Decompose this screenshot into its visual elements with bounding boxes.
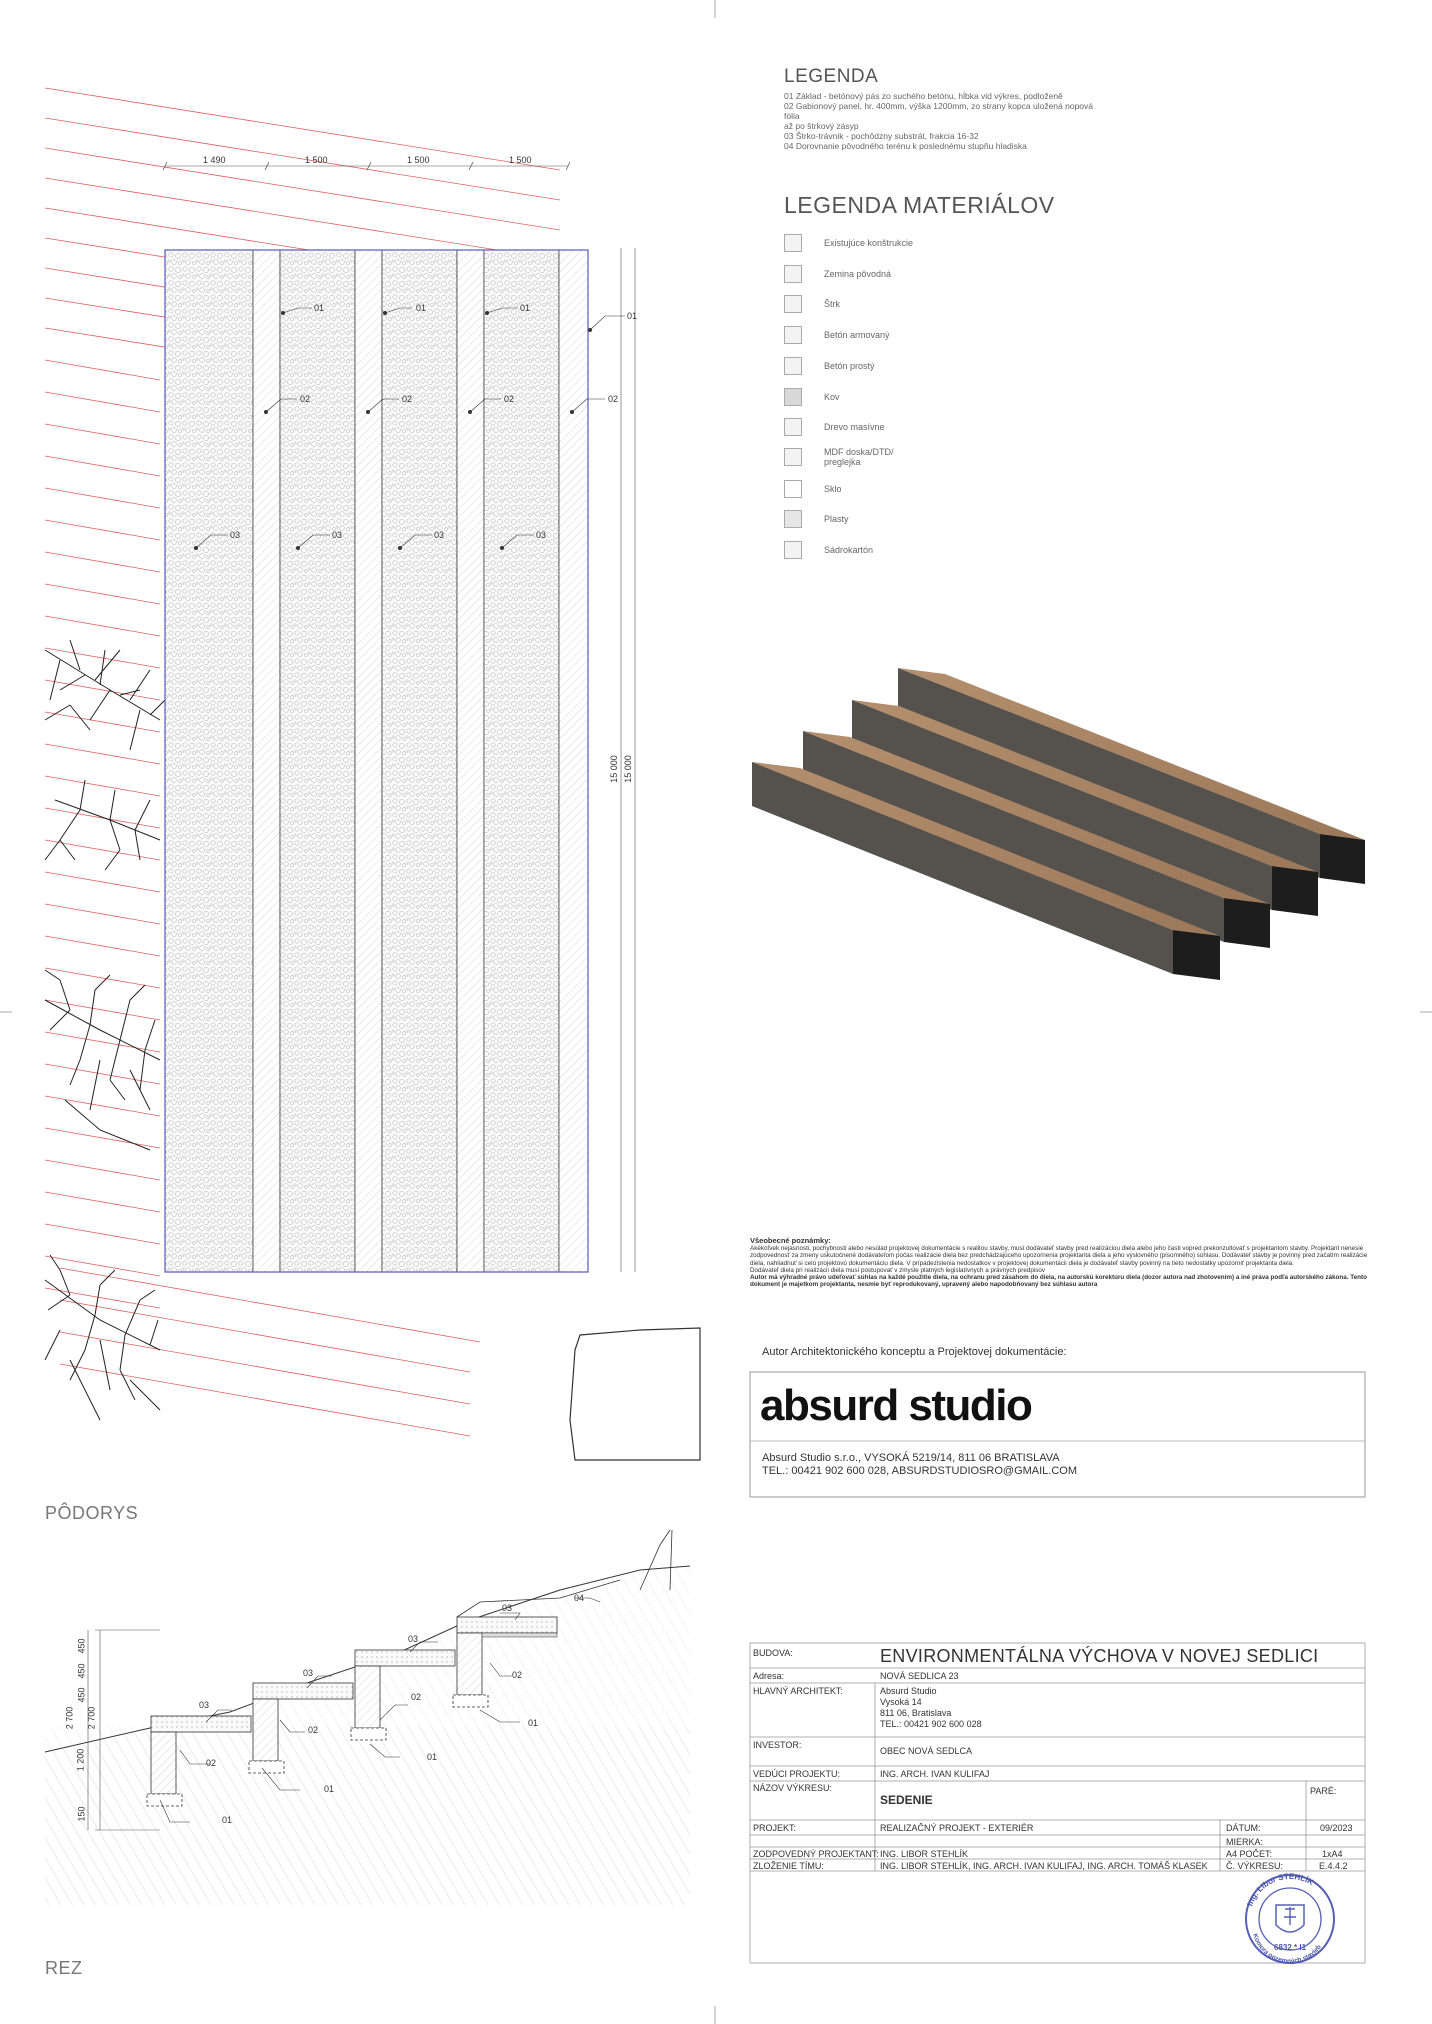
tb-tim: ING. LIBOR STEHLÍK, ING. ARCH. IVAN KULIFAJ, ING. ARCH. TOMÁŠ KLASEK xyxy=(880,1861,1208,1871)
notes-body: Akékoľvek nejasnosti, pochybnosti alebo nesúlad projektovej dokumentácie s realitou stavby, musí dodávateľ stavby pred realizáciou diela alebo jeho časti vopred prekonzultovať s projektantom stavby. Projektant nenesie zodpovednosť za zmeny uskutočnené dodávateľom počas realizácie diela bez predchádzajúceho upozornenia projektanta diela a jeho výslovného (písomného) súhlasu. Dodávateľ stavby je povinný pred začatím realizácie diela, nahliadnuť si celú projektovú dokumentáciu diela. V prípadezistenia nedostatkov v projektovej dokumentácii diela je dodávateľ stavby povinný na tieto nedostatky upozorniť projektanta diela. xyxy=(750,1245,1368,1267)
tb-arch-label: HLAVNÝ ARCHITEKT: xyxy=(753,1686,843,1696)
material-label: Drevo masívne xyxy=(824,422,885,432)
plan-tag-03: 03 xyxy=(230,530,241,540)
dim-side-2: 15 000 xyxy=(622,755,633,783)
stamp-seal xyxy=(1246,1875,1334,1966)
material-swatch xyxy=(784,357,802,375)
section-tag-03: 03 xyxy=(303,1668,314,1678)
rock-outline xyxy=(570,1328,700,1460)
dim-top-2: 1 500 xyxy=(305,155,328,165)
material-row xyxy=(784,264,914,284)
material-swatch xyxy=(784,326,802,344)
tb-adresa: NOVÁ SEDLICA 23 xyxy=(880,1671,959,1681)
tb-budova-label: BUDOVA: xyxy=(753,1648,793,1658)
section-tag-02: 02 xyxy=(411,1692,422,1702)
material-row xyxy=(784,387,914,407)
section-tag-04: 04 xyxy=(574,1593,585,1603)
material-swatch xyxy=(784,541,802,559)
section-dim-450: 450 xyxy=(76,1687,87,1703)
material-label: Betón armovaný xyxy=(824,330,890,340)
notes-title: Všeobecné poznámky: xyxy=(750,1236,831,1245)
material-label: Existujúce konštrukcie xyxy=(824,238,914,248)
dim-top-1: 1 490 xyxy=(203,155,226,165)
section-dim-1200: 1 200 xyxy=(75,1748,86,1772)
material-swatch xyxy=(784,234,802,252)
legend-item-04: 04 Dorovnanie pôvodného terénu k poslednému stupňu hladiska xyxy=(784,141,1027,151)
dim-top-3: 1 500 xyxy=(407,155,430,165)
section-dim-450: 450 xyxy=(76,1638,87,1654)
material-swatch xyxy=(784,295,802,313)
section-tag-01: 01 xyxy=(222,1815,233,1825)
section-tag-01: 01 xyxy=(528,1718,539,1728)
legend-item-03: 03 Štrko-trávnik - pochôdzny substrát, frakcia 16-32 xyxy=(784,131,979,141)
tb-cislo: E.4.4.2 xyxy=(1319,1861,1348,1871)
section-dim-150: 150 xyxy=(76,1806,87,1822)
section-dim-450: 450 xyxy=(76,1663,87,1679)
material-label: Sádrokartón xyxy=(824,545,874,555)
legend-title: LEGENDA xyxy=(784,66,879,87)
tb-veduci-label: VEDÚCI PROJEKTU: xyxy=(753,1769,841,1779)
tb-datum: 09/2023 xyxy=(1320,1823,1353,1833)
materials-title: LEGENDA MATERIÁLOV xyxy=(784,192,1055,218)
material-row xyxy=(784,233,914,253)
tb-investor-label: INVESTOR: xyxy=(753,1740,802,1750)
material-swatch xyxy=(784,265,802,283)
tb-nazov-label: NÁZOV VÝKRESU: xyxy=(753,1783,833,1793)
section-drawing xyxy=(45,1530,690,1905)
section-tag-02: 02 xyxy=(206,1758,217,1768)
section-dim-2700: 2 700 xyxy=(64,1706,75,1730)
tree-symbols xyxy=(45,640,165,1420)
tb-investor: OBEC NOVÁ SEDLCA xyxy=(880,1746,973,1756)
plan-label: PÔDORYS xyxy=(45,1503,139,1523)
tb-tim-label: ZLOŽENIE TÍMU: xyxy=(753,1861,824,1871)
section-tag-03: 03 xyxy=(199,1700,210,1710)
studio-logo: absurd studio xyxy=(760,1381,1032,1430)
author-contact: TEL.: 00421 902 600 028, ABSURDSTUDIOSRO@GMAIL.COM xyxy=(762,1465,1078,1477)
section-tag-01: 01 xyxy=(324,1784,335,1794)
author-address: Absurd Studio s.r.o., VYSOKÁ 5219/14, 811 06 BRATISLAVA xyxy=(762,1452,1060,1464)
author-caption: Autor Architektonického konceptu a Projektovej dokumentácie: xyxy=(762,1346,1067,1358)
isometric-view xyxy=(752,668,1365,980)
plan-tag-01: 01 xyxy=(314,303,325,313)
legend-item-02b: až po štrkový zásyp xyxy=(784,121,859,131)
plan-tag-03: 03 xyxy=(536,530,547,540)
tb-sheet-name: SEDENIE xyxy=(880,1793,933,1807)
material-swatch xyxy=(784,510,802,528)
material-row xyxy=(784,540,914,560)
plan-tag-02: 02 xyxy=(300,394,311,404)
section-tag-02: 02 xyxy=(308,1725,319,1735)
tb-arch-3: 811 06, Bratislava xyxy=(880,1708,952,1718)
material-swatch xyxy=(784,448,802,466)
stamp-top-text: Ing. Libor STEHLÍK xyxy=(1245,1871,1316,1908)
section-tag-03: 03 xyxy=(502,1603,513,1613)
plan-tag-02: 02 xyxy=(608,394,619,404)
section-dim-2700: 2 700 xyxy=(86,1706,97,1730)
tb-arch-4: TEL.: 00421 902 600 028 xyxy=(880,1719,982,1729)
material-label: Betón prostý xyxy=(824,361,875,371)
tb-a4-label: A4 POČET: xyxy=(1226,1849,1273,1859)
plan-tag-02: 02 xyxy=(504,394,515,404)
tb-cislo-label: Č. VÝKRESU: xyxy=(1226,1861,1284,1871)
stamp-bottom-text: Komora pozemných stavieb xyxy=(1251,1932,1323,1966)
material-label: Sklo xyxy=(824,484,842,494)
tb-pare-label: PARÉ: xyxy=(1310,1786,1337,1796)
tb-projekt-label: PROJEKT: xyxy=(753,1823,797,1833)
material-row xyxy=(784,325,914,345)
material-swatch xyxy=(784,418,802,436)
legend-item-01: 01 Základ - betónový pás zo suchého betónu, hĺbka vid výkres, podloženě xyxy=(784,91,1063,101)
notes-copyright: Autor má výhradné právo udeľovať súhlas na každé použitie diela, na ochranu pred zásahom do diela, na autorskú korektúru diela (dozor autora nad zhotovením) a iné práva podľa autorského zákona. Tento dokument je majetkom projektanta, nesmie byť reprodukovaný, upravený alebo napodobňovaný bez súhlasu autora xyxy=(750,1274,1367,1289)
material-label: Štrk xyxy=(824,299,841,309)
plan-tag-03: 03 xyxy=(434,530,445,540)
plan-tag-01: 01 xyxy=(416,303,427,313)
tb-arch-1: Absurd Studio xyxy=(880,1686,937,1696)
section-tag-02: 02 xyxy=(512,1670,523,1680)
plan-tag-01: 01 xyxy=(520,303,531,313)
dim-top-4: 1 500 xyxy=(509,155,532,165)
legend-list xyxy=(784,91,1104,151)
material-row xyxy=(784,447,914,467)
material-row xyxy=(784,417,914,437)
dim-side-1: 15 000 xyxy=(608,755,619,783)
tb-projekt: REALIZAČNÝ PROJEKT - EXTERIÉR xyxy=(880,1823,1034,1833)
tb-mierka-label: MIERKA: xyxy=(1226,1837,1264,1847)
material-label: Zemina pôvodná xyxy=(824,269,892,279)
stamp-number: 6832 * I1 xyxy=(1274,1943,1307,1952)
material-label: Kov xyxy=(824,392,840,402)
material-row xyxy=(784,356,914,376)
material-label: Plasty xyxy=(824,514,849,524)
material-swatch xyxy=(784,480,802,498)
tb-datum-label: DÁTUM: xyxy=(1226,1823,1261,1833)
tb-zodp-label: ZODPOVEDNÝ PROJEKTANT: xyxy=(753,1849,879,1859)
plan-drawing xyxy=(163,162,638,1272)
section-tag-03: 03 xyxy=(408,1634,419,1644)
material-swatch xyxy=(784,388,802,406)
tb-a4: 1xA4 xyxy=(1322,1849,1343,1859)
tb-project-name: ENVIRONMENTÁLNA VÝCHOVA V NOVEJ SEDLICI xyxy=(880,1646,1319,1666)
legend-item-02: 02 Gabionový panel, hr. 400mm, výška 1200mm, zo strany kopca uložená nopová fólia xyxy=(784,101,1094,121)
tb-zodp: ING. LIBOR STEHLÍK xyxy=(880,1849,969,1859)
plan-tag-01: 01 xyxy=(627,311,638,321)
plan-tag-02: 02 xyxy=(402,394,413,404)
tb-veduci: ING. ARCH. IVAN KULIFAJ xyxy=(880,1769,990,1779)
material-label: MDF doska/DTD/ preglejka xyxy=(824,447,894,467)
general-notes xyxy=(750,1237,1370,1288)
tb-adresa-label: Adresa: xyxy=(753,1671,785,1681)
material-row xyxy=(784,479,914,499)
notes-body-2: Dodávateľ diela pri realizácii diela musí postupovať v zmysle platných legislatívnych a právnych predpisov xyxy=(750,1266,1046,1274)
material-row xyxy=(784,294,914,314)
section-tag-01: 01 xyxy=(427,1752,438,1762)
tb-arch-2: Vysoká 14 xyxy=(880,1697,922,1707)
section-label: REZ xyxy=(45,1958,83,1978)
material-row xyxy=(784,509,914,529)
plan-tag-03: 03 xyxy=(332,530,343,540)
